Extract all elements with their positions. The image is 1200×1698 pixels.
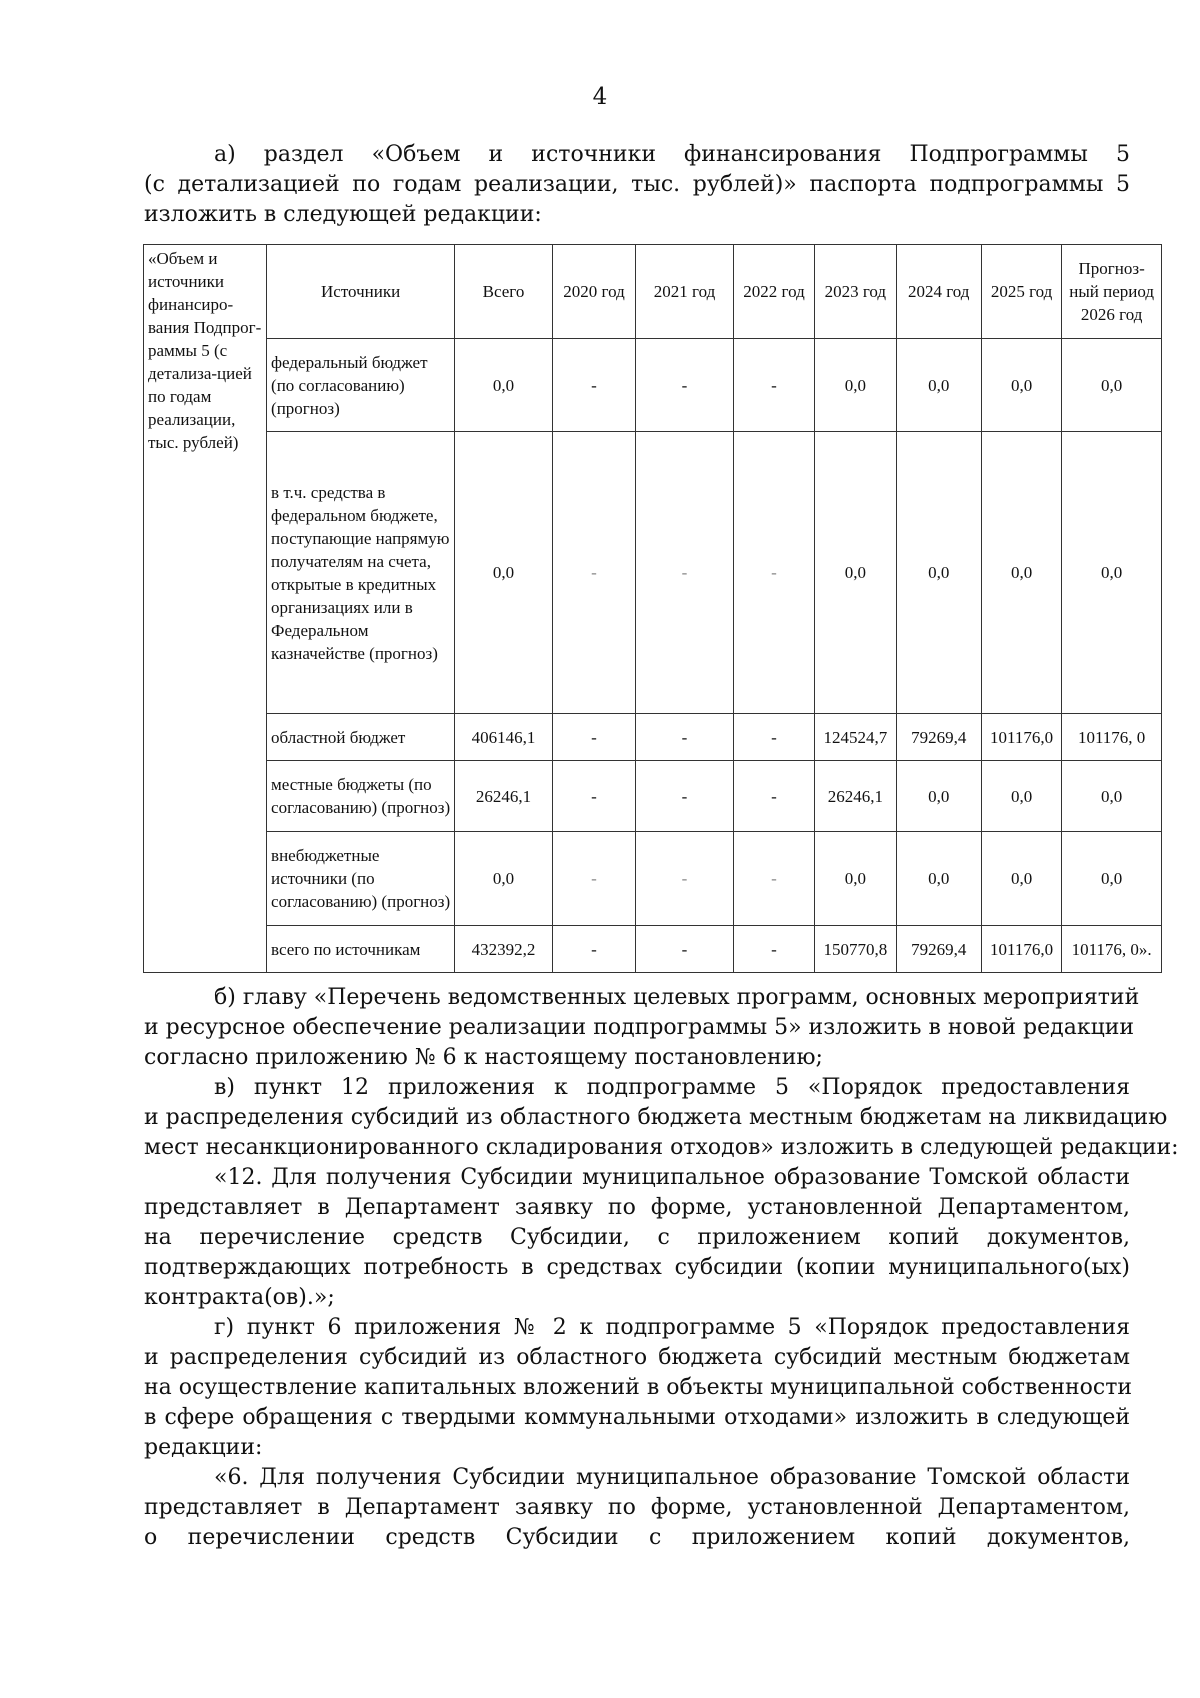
table-header-row: [144, 245, 1162, 339]
paragraph-a-line-1: а) раздел «Объем и источники финансирования Подпрограммы 5: [214, 142, 1130, 167]
value-cell: -: [552, 432, 635, 714]
first-col-text: «Объем и источники финансиро-вания Подпрог-раммы 5 (с детализа-цией по годам реализации, тыс. рублей): [148, 249, 262, 452]
value-cell: 101176,0: [981, 714, 1061, 761]
paragraph-12-line-5: контракта(ов).»;: [144, 1285, 335, 1310]
paragraph-b-line-3: согласно приложению № 6 к настоящему постановлению;: [144, 1045, 823, 1070]
value-cell: 101176, 0».: [1062, 926, 1162, 973]
paragraph-a: [144, 140, 1130, 230]
page-number: 4: [592, 84, 608, 110]
value-cell: 0,0: [1062, 761, 1162, 832]
value-cell: 0,0: [455, 832, 553, 926]
paragraph-a-line-3: изложить в следующей редакции:: [144, 202, 542, 227]
value-cell: -: [552, 926, 635, 973]
header-2023: 2023 год: [815, 245, 896, 339]
value-cell: 0,0: [455, 339, 553, 432]
table-row-total: [144, 926, 1162, 973]
table-first-column-label: [144, 245, 267, 973]
source-cell: федеральный бюджет (по согласованию) (прогноз): [267, 339, 455, 432]
paragraph-g: [144, 1313, 1133, 1463]
paragraph-12-line-4: подтверждающих потребность в средствах субсидии (копии муниципального(ых): [144, 1255, 1130, 1280]
value-cell: 0,0: [815, 432, 896, 714]
value-cell: 0,0: [896, 432, 981, 714]
value-cell: 0,0: [815, 339, 896, 432]
value-cell: -: [636, 832, 734, 926]
table-row: [144, 714, 1162, 761]
value-cell: -: [552, 761, 635, 832]
source-cell: внебюджетные источники (по согласованию) (прогноз): [267, 832, 455, 926]
value-cell: 0,0: [455, 432, 553, 714]
value-cell: 432392,2: [455, 926, 553, 973]
value-cell: -: [733, 432, 814, 714]
value-cell: -: [733, 761, 814, 832]
value-cell: 0,0: [1062, 339, 1162, 432]
value-cell: 26246,1: [815, 761, 896, 832]
value-cell: -: [552, 714, 635, 761]
source-cell: областной бюджет: [267, 714, 455, 761]
header-total: Всего: [455, 245, 553, 339]
paragraph-b: [144, 983, 1140, 1073]
header-2022: 2022 год: [733, 245, 814, 339]
value-cell: 101176,0: [981, 926, 1061, 973]
paragraph-12-line-1: «12. Для получения Субсидии муниципальное образование Томской области: [214, 1165, 1130, 1190]
table-row: [144, 832, 1162, 926]
value-cell: -: [636, 432, 734, 714]
header-2024: 2024 год: [896, 245, 981, 339]
paragraph-v-line-1: в) пункт 12 приложения к подпрограмме 5 «Порядок предоставления: [214, 1075, 1130, 1100]
header-2020: 2020 год: [552, 245, 635, 339]
value-cell: 0,0: [815, 832, 896, 926]
value-cell: 0,0: [896, 339, 981, 432]
paragraph-g-line-1: г) пункт 6 приложения № 2 к подпрограмме 5 «Порядок предоставления: [214, 1315, 1130, 1340]
paragraph-6-line-3: о перечислении средств Субсидии с приложением копий документов,: [144, 1525, 1130, 1550]
header-2025: 2025 год: [981, 245, 1061, 339]
header-sources: Источники: [267, 245, 455, 339]
paragraph-g-line-3: на осуществление капитальных вложений в объекты муниципальной собственности: [144, 1375, 1133, 1400]
paragraph-b-line-1: б) главу «Перечень ведомственных целевых программ, основных мероприятий: [214, 985, 1140, 1010]
paragraph-12-line-2: представляет в Департамент заявку по форме, установленной Департаментом,: [144, 1195, 1130, 1220]
header-2026: Прогноз-ный период 2026 год: [1062, 245, 1162, 339]
value-cell: 101176, 0: [1062, 714, 1162, 761]
value-cell: -: [733, 339, 814, 432]
source-cell: всего по источникам: [267, 926, 455, 973]
value-cell: 0,0: [896, 761, 981, 832]
value-cell: -: [636, 926, 734, 973]
table-row: [144, 761, 1162, 832]
value-cell: 0,0: [896, 832, 981, 926]
paragraph-v-line-2: и распределения субсидий из областного бюджета местным бюджетам на ликвидацию: [144, 1105, 1168, 1130]
paragraph-v: [144, 1073, 1179, 1163]
value-cell: 406146,1: [455, 714, 553, 761]
value-cell: 0,0: [1062, 832, 1162, 926]
value-cell: 0,0: [981, 761, 1061, 832]
value-cell: 0,0: [1062, 432, 1162, 714]
paragraph-b-line-2: и ресурсное обеспечение реализации подпрограммы 5» изложить в новой редакции: [144, 1015, 1135, 1040]
value-cell: 79269,4: [896, 714, 981, 761]
value-cell: -: [636, 761, 734, 832]
value-cell: 79269,4: [896, 926, 981, 973]
value-cell: 150770,8: [815, 926, 896, 973]
paragraph-a-line-2: (с детализацией по годам реализации, тыс. рублей)» паспорта подпрограммы 5: [144, 172, 1130, 197]
value-cell: -: [636, 339, 734, 432]
paragraph-g-line-2: и распределения субсидий из областного бюджета субсидий местным бюджетам: [144, 1345, 1130, 1370]
source-cell: в т.ч. средства в федеральном бюджете, поступающие напрямую получателям на счета, открытые в кредитных организациях или в Федеральном казначействе (прогноз): [267, 432, 455, 714]
value-cell: -: [733, 714, 814, 761]
paragraph-g-line-4: в сфере обращения с твердыми коммунальными отходами» изложить в следующей: [144, 1405, 1130, 1430]
financing-table: [143, 244, 1162, 973]
value-cell: -: [733, 926, 814, 973]
paragraph-6-line-1: «6. Для получения Субсидии муниципальное образование Томской области: [214, 1465, 1130, 1490]
value-cell: -: [636, 714, 734, 761]
value-cell: -: [733, 832, 814, 926]
paragraph-6-line-2: представляет в Департамент заявку по форме, установленной Департаментом,: [144, 1495, 1130, 1520]
paragraph-12-line-3: на перечисление средств Субсидии, с приложением копий документов,: [144, 1225, 1130, 1250]
value-cell: 0,0: [981, 832, 1061, 926]
source-cell: местные бюджеты (по согласованию) (прогноз): [267, 761, 455, 832]
value-cell: -: [552, 339, 635, 432]
value-cell: 0,0: [981, 432, 1061, 714]
paragraph-g-line-5: редакции:: [144, 1435, 263, 1460]
table-row: [144, 432, 1162, 714]
value-cell: 124524,7: [815, 714, 896, 761]
value-cell: 26246,1: [455, 761, 553, 832]
paragraph-6: [144, 1463, 1130, 1553]
table-row: [144, 339, 1162, 432]
paragraph-v-line-3: мест несанкционированного складирования отходов» изложить в следующей редакции:: [144, 1135, 1179, 1160]
header-2021: 2021 год: [636, 245, 734, 339]
paragraph-12: [144, 1163, 1130, 1313]
value-cell: 0,0: [981, 339, 1061, 432]
value-cell: -: [552, 832, 635, 926]
